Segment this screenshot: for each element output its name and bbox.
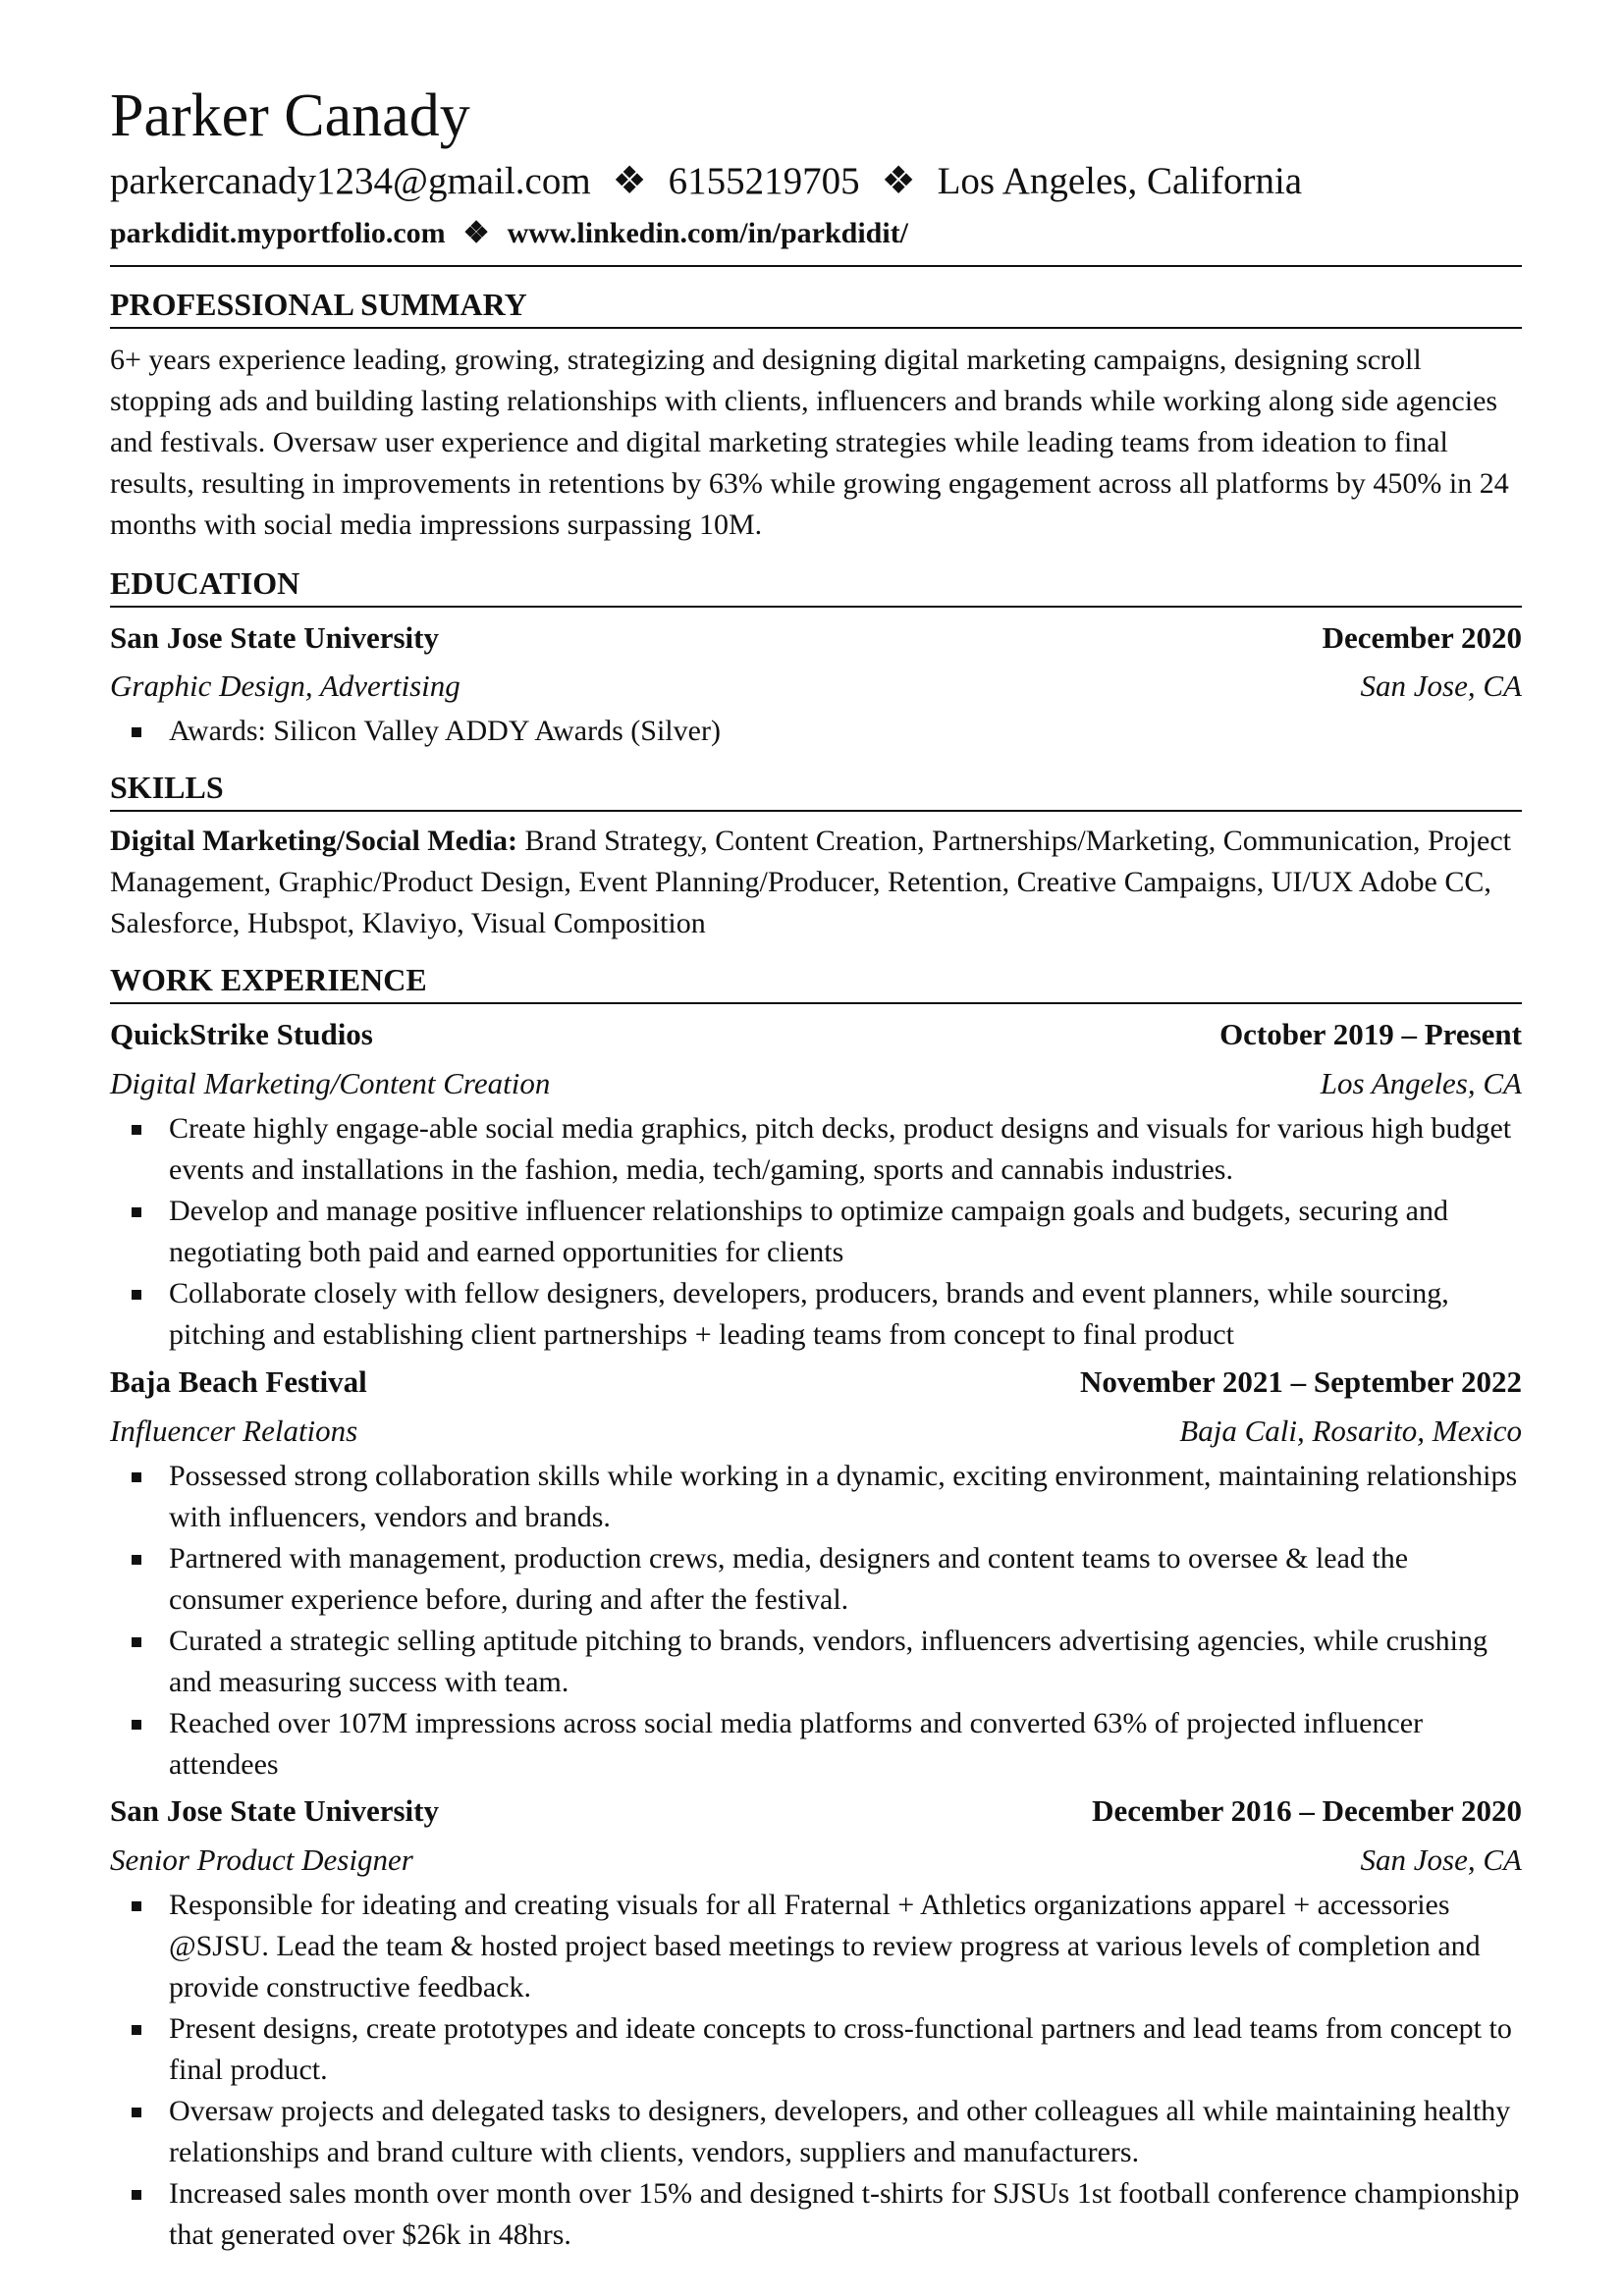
square-bullet-icon xyxy=(132,1901,141,1911)
square-bullet-icon xyxy=(132,1472,141,1482)
job-subheader xyxy=(110,1410,1522,1453)
linkedin-link[interactable]: www.linkedin.com/in/parkdidit/ xyxy=(507,217,909,249)
list-item: Curated a strategic selling aptitude pitching to brands, vendors, influencers advertising agencies, while crushing and measuring success with team. xyxy=(110,1621,1522,1703)
education-header xyxy=(110,616,1522,660)
square-bullet-icon xyxy=(132,1125,141,1135)
education-bullets xyxy=(110,711,1522,752)
job-location: San Jose, CA xyxy=(1360,1842,1522,1877)
section-title-work: WORK EXPERIENCE xyxy=(110,962,427,997)
job-role: Influencer Relations xyxy=(110,1414,358,1448)
email-link[interactable]: parkercanady1234@gmail.com xyxy=(110,160,591,202)
square-bullet-icon xyxy=(132,2025,141,2035)
job-bullets xyxy=(110,1885,1522,2256)
section-title-skills: SKILLS xyxy=(110,770,224,805)
list-item: Collaborate closely with fellow designers, developers, producers, brands and event planners, while sourcing, pitching and establishing client partnerships + leading teams from concept to final product xyxy=(110,1273,1522,1356)
list-item: Increased sales month over month over 15% and designed t-shirts for SJSUs 1st football conference championship that generated over $26k in 48hrs. xyxy=(110,2173,1522,2256)
skills-list: Brand Strategy, Content Creation, Partnerships/Marketing, Communication, Project Management, Graphic/Product Design, Event Planning/Producer, Retention, Creative Campaigns, UI/UX Adobe CC, Salesforce, Hubspot, Klaviyo, Visual Composition xyxy=(110,825,1511,939)
education-subheader xyxy=(110,665,1522,708)
job-header xyxy=(110,1789,1522,1833)
job-location: Los Angeles, CA xyxy=(1320,1066,1522,1100)
graduation-date: December 2020 xyxy=(1322,620,1522,655)
job-dates: December 2016 – December 2020 xyxy=(1092,1793,1522,1828)
square-bullet-icon xyxy=(132,2190,141,2200)
list-item: Create highly engage-able social media graphics, pitch decks, product designs and visuals for various high budget events and installations in the fashion, media, tech/gaming, sports and cannabis industries. xyxy=(110,1108,1522,1191)
list-item: Partnered with management, production crews, media, designers and content teams to oversee & lead the consumer experience before, during and after the festival. xyxy=(110,1538,1522,1621)
degree-name: Graphic Design, Advertising xyxy=(110,668,460,703)
list-item: Develop and manage positive influencer relationships to optimize campaign goals and budgets, securing and negotiating both paid and earned opportunities for clients xyxy=(110,1191,1522,1273)
section-divider xyxy=(110,810,1522,812)
section-title-summary: PROFESSIONAL SUMMARY xyxy=(110,287,527,322)
company-name: San Jose State University xyxy=(110,1793,439,1828)
phone-number: 6155219705 xyxy=(668,160,860,202)
summary-text: 6+ years experience leading, growing, strategizing and designing digital marketing campaigns, designing scroll stopping ads and building lasting relationships with clients, influencers and brands while working along side agencies and festivals. Oversaw user experience and digital marketing strategies while leading teams from ideation to final results, resulting in improvements in retentions by 63% while growing engagement across all platforms by 450% in 24 months with social media impressions surpassing 10M. xyxy=(110,344,1509,541)
section-divider xyxy=(110,1002,1522,1004)
company-name: Baja Beach Festival xyxy=(110,1364,367,1399)
job-bullets xyxy=(110,1108,1522,1356)
job-subheader xyxy=(110,1839,1522,1882)
square-bullet-icon xyxy=(132,1555,141,1565)
square-bullet-icon xyxy=(132,727,141,737)
job-role: Senior Product Designer xyxy=(110,1842,413,1877)
square-bullet-icon xyxy=(132,1207,141,1217)
diamond-separator-icon: ❖ xyxy=(612,160,647,202)
list-item: Responsible for ideating and creating visuals for all Fraternal + Athletics organizations apparel + accessories @SJSU. Lead the team & hosted project based meetings to review progress at various levels of completion and provide constructive feedback. xyxy=(110,1885,1522,2008)
list-item: Possessed strong collaboration skills while working in a dynamic, exciting environment, maintaining relationships with influencers, vendors and brands. xyxy=(110,1456,1522,1538)
section-divider xyxy=(110,606,1522,608)
list-item: Reached over 107M impressions across social media platforms and converted 63% of projected influencer attendees xyxy=(110,1703,1522,1786)
list-item: Oversaw projects and delegated tasks to designers, developers, and other colleagues all while maintaining healthy relationships and brand culture with clients, vendors, suppliers and manufacturers. xyxy=(110,2091,1522,2173)
job-header xyxy=(110,1013,1522,1056)
list-item: Present designs, create prototypes and ideate concepts to cross-functional partners and lead teams from concept to final product. xyxy=(110,2008,1522,2091)
school-name: San Jose State University xyxy=(110,620,439,655)
square-bullet-icon xyxy=(132,1290,141,1300)
section-divider xyxy=(110,327,1522,329)
job-bullets xyxy=(110,1456,1522,1786)
contact-line-primary xyxy=(110,157,1302,206)
portfolio-link[interactable]: parkdidit.myportfolio.com xyxy=(110,217,446,249)
skills-label: Digital Marketing/Social Media: xyxy=(110,825,517,857)
square-bullet-icon xyxy=(132,2108,141,2117)
square-bullet-icon xyxy=(132,1720,141,1730)
company-name: QuickStrike Studios xyxy=(110,1017,373,1051)
skills-text xyxy=(110,821,1522,944)
candidate-name: Parker Canady xyxy=(110,82,470,149)
list-item: Awards: Silicon Valley ADDY Awards (Silver) xyxy=(110,711,1522,752)
contact-line-links xyxy=(110,214,908,253)
job-subheader xyxy=(110,1062,1522,1105)
location-text: Los Angeles, California xyxy=(937,160,1303,202)
square-bullet-icon xyxy=(132,1637,141,1647)
job-role: Digital Marketing/Content Creation xyxy=(110,1066,551,1100)
school-location: San Jose, CA xyxy=(1360,668,1522,703)
header-divider xyxy=(110,265,1522,267)
diamond-separator-icon: ❖ xyxy=(881,160,916,202)
job-location: Baja Cali, Rosarito, Mexico xyxy=(1179,1414,1522,1448)
diamond-separator-icon: ❖ xyxy=(462,217,490,249)
section-title-education: EDUCATION xyxy=(110,565,300,601)
job-dates: October 2019 – Present xyxy=(1219,1017,1522,1051)
job-dates: November 2021 – September 2022 xyxy=(1079,1364,1522,1399)
job-header xyxy=(110,1361,1522,1404)
